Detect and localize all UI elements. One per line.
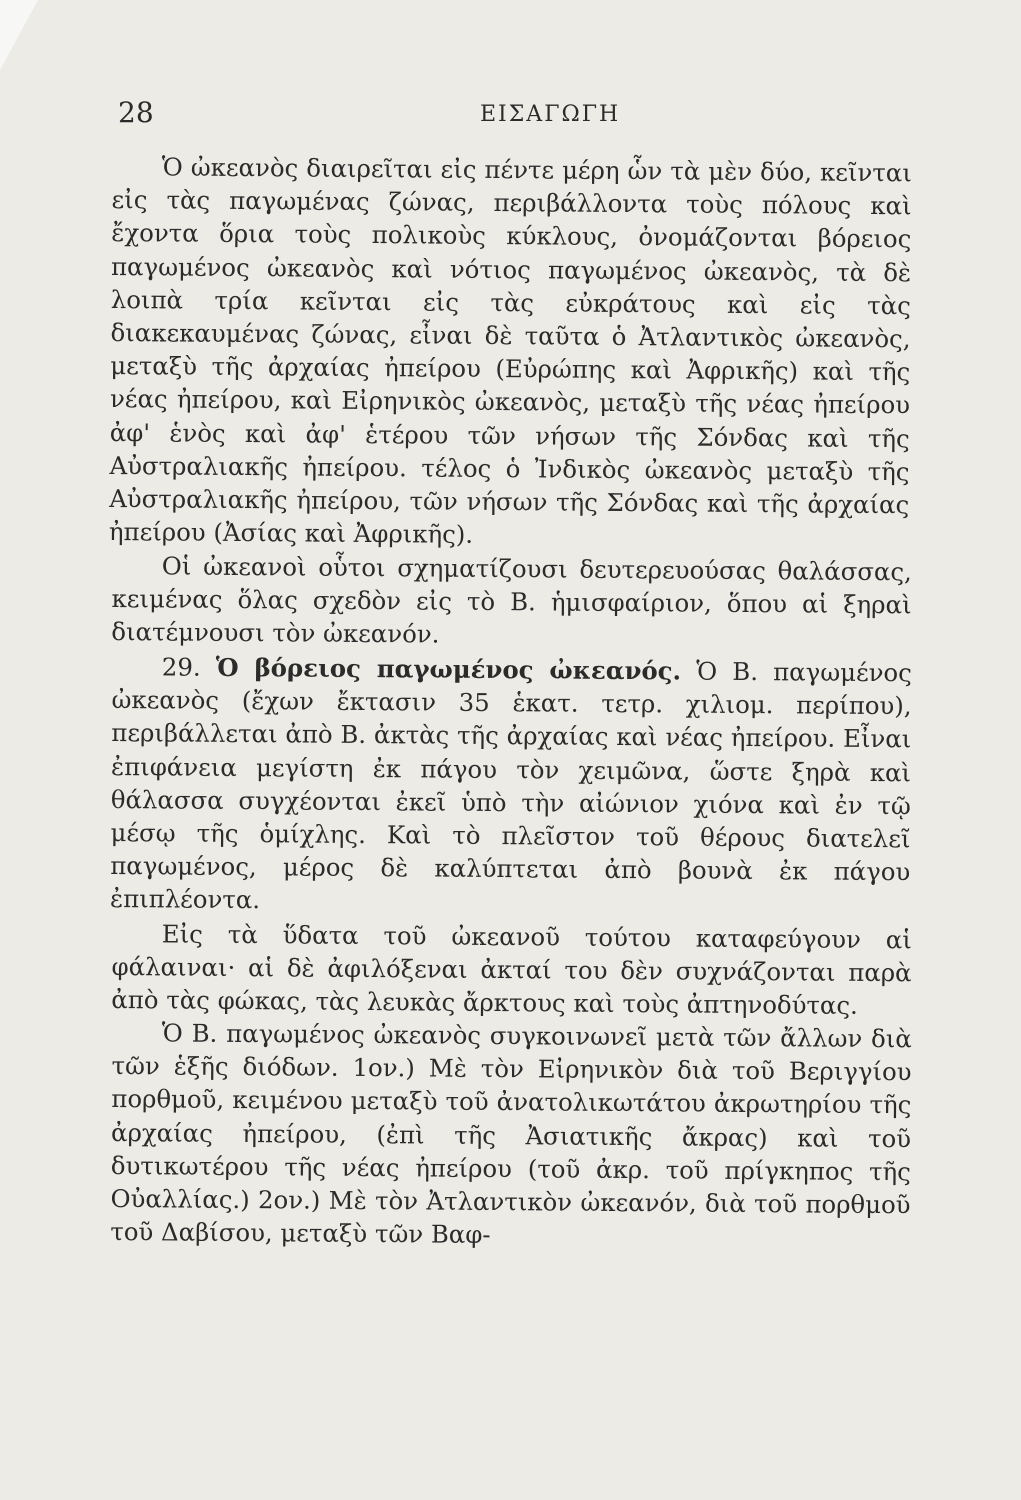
running-head: ΕΙΣΑΓΩΓΗ (480, 102, 621, 127)
page-header (112, 96, 912, 136)
section-29 (110, 650, 912, 922)
torn-corner (0, 0, 38, 70)
paragraph-oceans-division: Ὁ ὠκεανὸς διαιρεῖται εἰς πέντε μέρη ὧν τὰ μὲν δύο, κεῖνται εἰς τὰς παγωμένας ζώνας, περιβάλλοντα τοὺς πόλους καὶ ἔχοντα ὅρια τοὺς πολικοὺς κύκλους, ὀνομάζονται βόρειος παγωμένος ὠκεανὸς καὶ νότιος παγωμένος ὠκεανὸς, τὰ δὲ λοιπὰ τρία κεῖνται εἰς τὰς εὐκράτους καὶ εἰς τὰς διακεκαυμένας ζώνας, εἶναι δὲ ταῦτα ὁ Ἀτλαντικὸς ὠκεανὸς, μεταξὺ τῆς ἀρχαίας ἠπείρου (Εὐρώπης καὶ Ἀφρικῆς) καὶ τῆς νέας ἠπείρου, καὶ Εἰρηνικὸς ὠκεανὸς, μεταξὺ τῆς νέας ἠπείρου ἀφ' ἑνὸς καὶ ἀφ' ἑτέρου τῶν νήσων τῆς Σόνδας καὶ τῆς Αὐστραλιακῆς ἠπείρου. τέλος ὁ Ἰνδικὸς ὠκεανὸς μεταξὺ τῆς Αὐστραλιακῆς ἠπείρου, τῶν νήσων τῆς Σόνδας καὶ τῆς ἀρχαίας ἠπείρου (Ἀσίας καὶ Ἀφρικῆς). (108, 152, 912, 550)
section-title: Ὁ βόρειος παγωμένος ὠκεανός. (215, 652, 682, 686)
paragraph-whales: Εἰς τὰ ὕδατα τοῦ ὠκεανοῦ τούτου καταφεύγουν αἱ φάλαιναι· αἱ δὲ ἀφιλόξεναι ἀκταί του δὲν συχνάζονται παρὰ ἀπὸ τὰς φώκας, τὰς λευκὰς ἄρκτους καὶ τοὺς ἀπτηνοδύτας. (111, 919, 912, 1020)
section-number: 29. (161, 652, 201, 682)
body-text (108, 150, 912, 1250)
paragraph-secondary-seas: Οἱ ὠκεανοὶ οὗτοι σχηματίζουσι δευτερευούσας θαλάσσας, κειμένας ὅλας σχεδὸν εἰς τὸ Β. ἡμισφαίριον, ὅπου αἱ ξηραὶ διατέμνουσι τὸν ὠκεανόν. (111, 551, 912, 650)
paragraph-passages: Ὁ Β. παγωμένος ὠκεανὸς συγκοινωνεῖ μετὰ τῶν ἄλλων διὰ τῶν ἑξῆς διόδων. 1ον.) Μὲ τὸν Εἰρηνικὸν διὰ τοῦ Βεριγγίου πορθμοῦ, κειμένου μεταξὺ τοῦ ἀνατολικωτάτου ἀκρωτηρίου τῆς ἀρχαίας ἠπείρου, (ἐπὶ τῆς Ἀσιατικῆς ἄκρας) καὶ τοῦ δυτικωτέρου τῆς νέας ἠπείρου (τοῦ ἀκρ. τοῦ πρίγκηπος τῆς Οὐαλλίας.) 2ον.) Μὲ τὸν Ἀτλαντικὸν ὠκεανόν, διὰ τοῦ πορθμοῦ τοῦ Δαβίσου, μεταξὺ τῶν Βαφ- (110, 1018, 912, 1250)
page-number: 28 (118, 96, 154, 129)
section-text: Ὁ Β. παγωμένος ὠκεανὸς (ἔχων ἔκτασιν 35 ἑκατ. τετρ. χιλιομ. περίπου), περιβάλλεται ἀπὸ Β. ἀκτὰς τῆς ἀρχαίας καὶ νέας ἠπείρου. Εἶναι ἐπιφάνεια μεγίστη ἐκ πάγου τὸν χειμῶνα, ὥστε ξηρὰ καὶ θάλασσα συγχέονται ἐκεῖ ὑπὸ τὴν αἰώνιον χιόνα καὶ ἐν τῷ μέσῳ τῆς ὁμίχλης. Καὶ τὸ πλεῖστον τοῦ θέρους διατελεῖ παγωμένος, μέρος δὲ καλύπτεται ἀπὸ βουνὰ ἐκ πάγου ἐπιπλέοντα. (109, 656, 912, 915)
